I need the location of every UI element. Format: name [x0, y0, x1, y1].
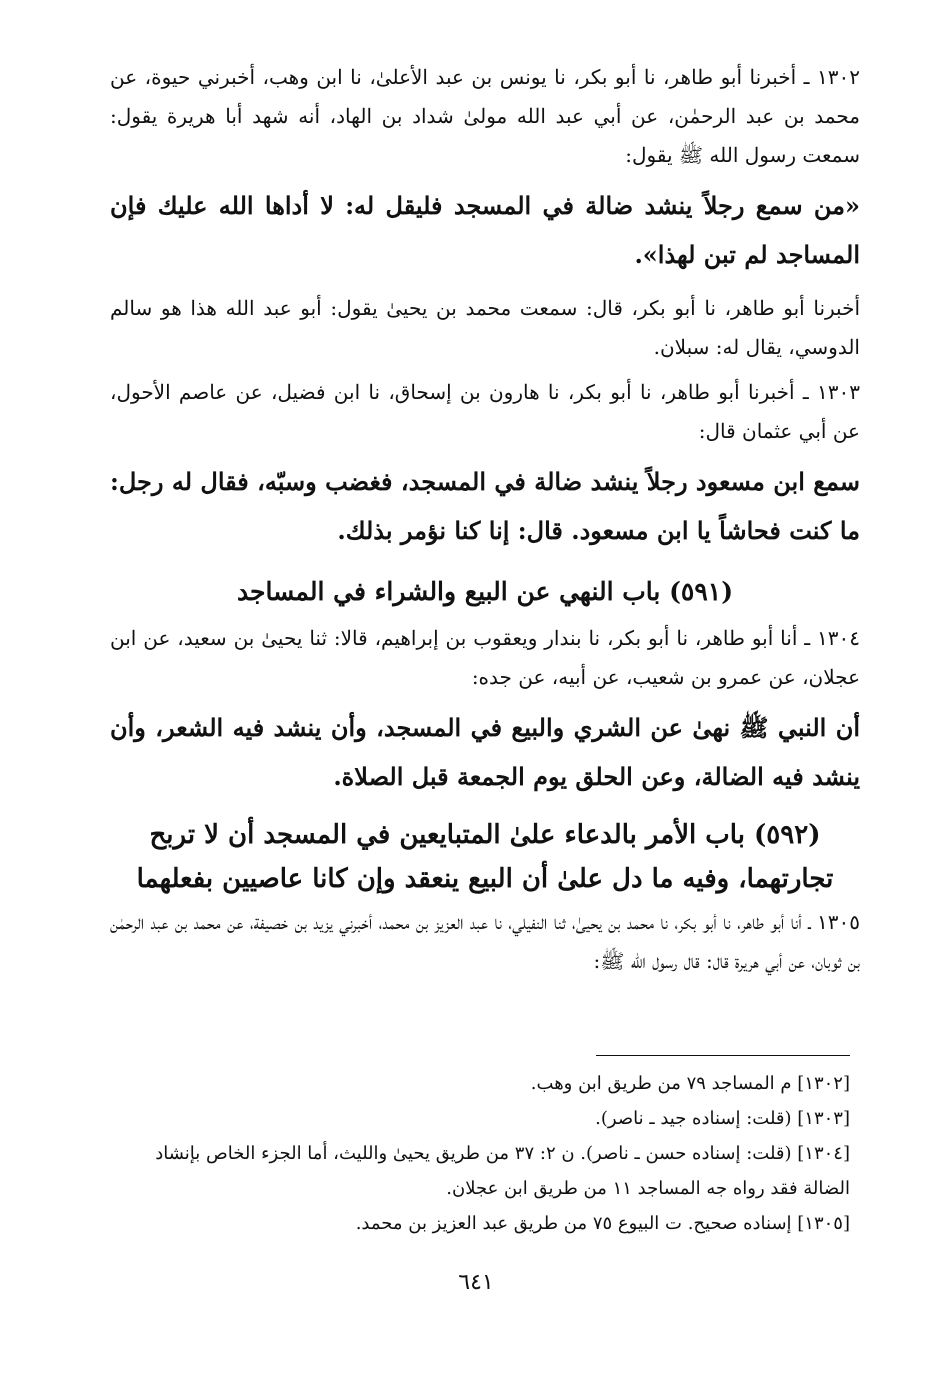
- footnote-divider: [596, 1055, 850, 1056]
- hadith-1303-text: سمع ابن مسعود رجلاً ينشد ضالة في المسجد، فغضب وسبّه، فقال له رجل: ما كنت فحاشاً يا ابن مسعود. قال: إنا كنا نؤمر بذلك.: [110, 467, 860, 545]
- hadith-1302-note: أخبرنا أبو طاهر، نا أبو بكر، قال: سمعت محمد بن يحيىٰ يقول: أبو عبد الله هذا هو سالم الدوسي، يقال له: سبلان.: [110, 296, 860, 359]
- footnote-1302: [١٣٠٢] م المساجد ٧٩ من طريق ابن وهب.: [530, 1073, 850, 1094]
- chapter-heading-592: (٥٩٢) باب الأمر بالدعاء علىٰ المتبايعين في المسجد أن لا تربح تجارتهما، وفيه ما دل علىٰ أن البيع ينعقد وإن كانا عاصيين بفعلهما: [136, 820, 834, 894]
- footnote-1305: [١٣٠٥] إسناده صحيح. ت البيوع ٧٥ من طريق عبد العزيز بن محمد.: [355, 1213, 850, 1234]
- chapter-heading-591: (٥٩١) باب النهي عن البيع والشراء في المساجد: [236, 577, 734, 606]
- footnotes: [110, 1066, 850, 1241]
- hadith-1302-text: «من سمع رجلاً ينشد ضالة في المسجد فليقل له: لا أداها الله عليك فإن المساجد لم تبن لهذا».: [110, 191, 860, 269]
- hadith-1305-isnad: ١٣٠٥ ـ أنا أبو طاهر، نا أبو بكر، نا محمد بن يحيىٰ، ثنا النفيلي، نا عبد العزيز بن محمد، أخبرني يزيد بن خصيفة، عن محمد بن عبد الرحمٰن بن ثوبان، عن أبي هريرة قال: قال رسول الله ﷺ:: [110, 910, 860, 973]
- page-number: ٦٤١: [458, 1270, 494, 1295]
- footnote-1303: [١٣٠٣] (قلت: إسناده جيد ـ ناصر).: [595, 1108, 850, 1129]
- hadith-1304-text: أن النبي ﷺ نهىٰ عن الشري والبيع في المسجد، وأن ينشد فيه الشعر، وأن ينشد فيه الضالة، وعن الحلق يوم الجمعة قبل الصلاة.: [110, 713, 860, 791]
- hadith-1302-isnad: ١٣٠٢ ـ أخبرنا أبو طاهر، نا أبو بكر، نا يونس بن عبد الأعلىٰ، نا ابن وهب، أخبرني حيوة، عن محمد بن عبد الرحمٰن، عن أبي عبد الله مولىٰ شداد بن الهاد، أنه شهد أبا هريرة يقول: سمعت رسول الله ﷺ يقول:: [110, 65, 860, 167]
- hadith-1303-isnad: ١٣٠٣ ـ أخبرنا أبو طاهر، نا أبو بكر، نا هارون بن إسحاق، نا ابن فضيل، عن عاصم الأحول، عن أبي عثمان قال:: [110, 380, 860, 443]
- page-body: [110, 58, 860, 981]
- hadith-1304-isnad: ١٣٠٤ ـ أنا أبو طاهر، نا أبو بكر، نا بندار ويعقوب بن إبراهيم، قالا: ثنا يحيىٰ بن سعيد، عن ابن عجلان، عن عمرو بن شعيب، عن أبيه، عن جده:: [110, 626, 860, 689]
- footnote-1304: [١٣٠٤] (قلت: إسناده حسن ـ ناصر). ن ٢: ٣٧ من طريق يحيىٰ والليث، أما الجزء الخاص بإنشاد الضالة فقد رواه جه المساجد ١١ من طريق ابن عجلان.: [155, 1143, 850, 1199]
